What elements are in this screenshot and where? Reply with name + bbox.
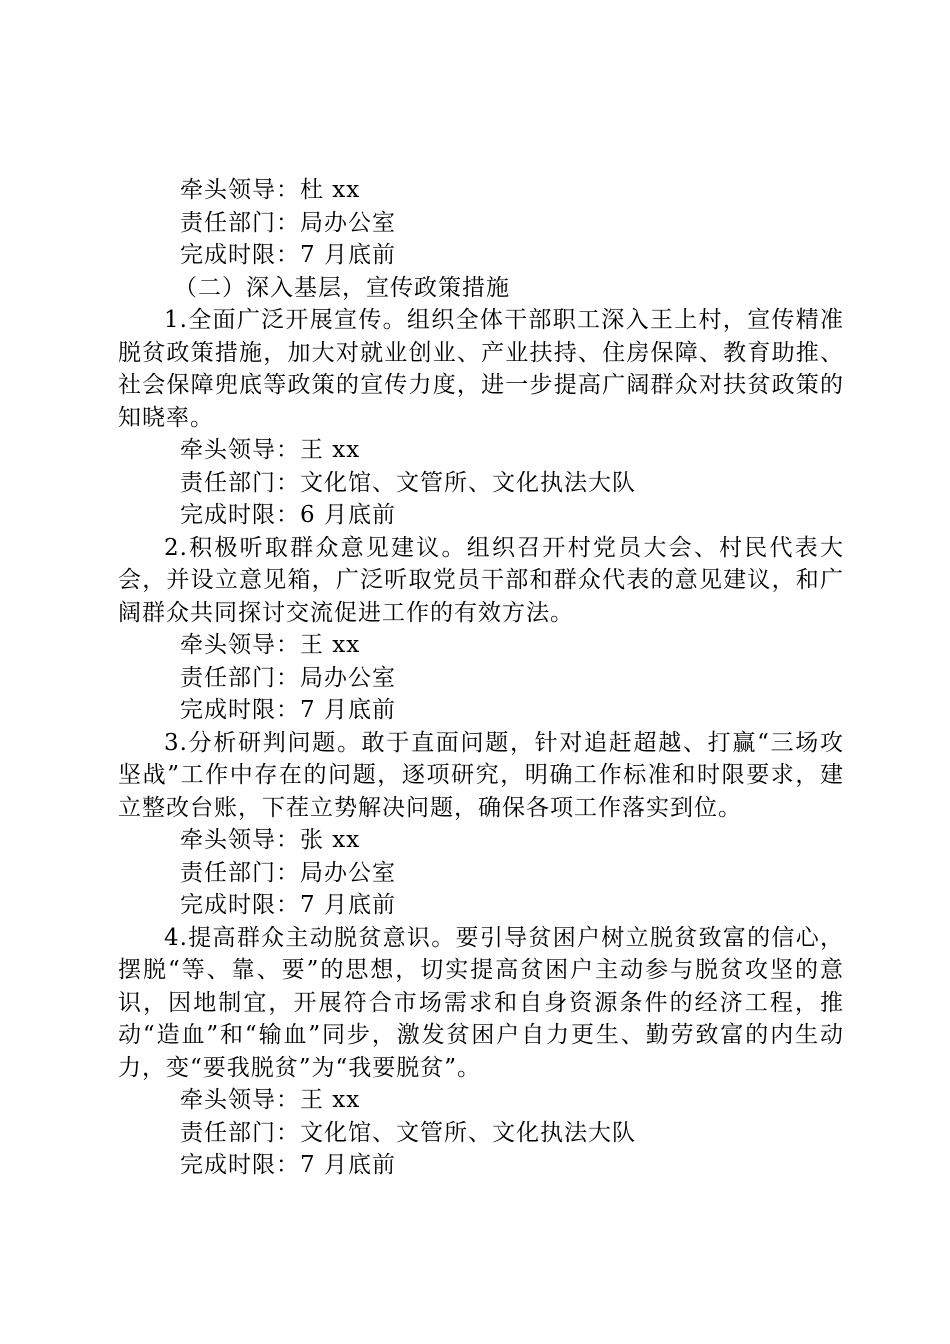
item-paragraph-1: 1.全面广泛开展宣传。组织全体干部职工深入王上村，宣传精准脱贫政策措施，加大对就业创业、产业扶持、住房保障、教育助推、社会保障兜底等政策的宣传力度，进一步提高广阔群众对扶贫政策的知晓率。 [118, 307, 844, 431]
lead-leader-1: 牵头领导：杜 xx [180, 177, 361, 203]
lead-leader-5: 牵头领导：王 xx [180, 1087, 361, 1113]
lead-leader-4: 牵头领导：张 xx [180, 827, 361, 853]
responsible-dept-4: 责任部门：局办公室 [180, 859, 396, 886]
responsible-dept-5: 责任部门：文化馆、文管所、文化执法大队 [180, 1119, 636, 1146]
document-page [118, 174, 844, 1182]
deadline-3: 完成时限：7 月底前 [180, 697, 396, 723]
deadline-1: 完成时限：7 月底前 [180, 242, 396, 268]
lead-leader-2: 牵头领导：王 xx [180, 437, 361, 463]
deadline-5: 完成时限：7 月底前 [180, 1152, 396, 1178]
lead-leader-3: 牵头领导：王 xx [180, 632, 361, 658]
item-paragraph-2: 2.积极听取群众意见建议。组织召开村党员大会、村民代表大会，并设立意见箱，广泛听取党员干部和群众代表的意见建议，和广阔群众共同探讨交流促进工作的有效方法。 [118, 534, 844, 626]
responsible-dept-1: 责任部门：局办公室 [180, 209, 396, 236]
item-paragraph-4: 4.提高群众主动脱贫意识。要引导贫困户树立脱贫致富的信心，摆脱“等、靠、要”的思想，切实提高贫困户主动参与脱贫攻坚的意识，因地制宜，开展符合市场需求和自身资源条件的经济工程，推动“造血”和“输血”同步，激发贫困户自力更生、勤劳致富的内生动力，变“要我脱贫”为“我要脱贫”。 [118, 924, 844, 1081]
deadline-2: 完成时限：6 月底前 [180, 502, 396, 528]
responsible-dept-3: 责任部门：局办公室 [180, 664, 396, 691]
responsible-dept-2: 责任部门：文化馆、文管所、文化执法大队 [180, 469, 636, 496]
section-heading-2: （二）深入基层，宣传政策措施 [174, 274, 510, 301]
item-paragraph-3: 3.分析研判问题。敢于直面问题，针对追赶超越、打赢“三场攻坚战”工作中存在的问题，逐项研究，明确工作标准和时限要求，建立整改台账，下茬立势解决问题，确保各项工作落实到位。 [118, 729, 844, 821]
deadline-4: 完成时限：7 月底前 [180, 892, 396, 918]
